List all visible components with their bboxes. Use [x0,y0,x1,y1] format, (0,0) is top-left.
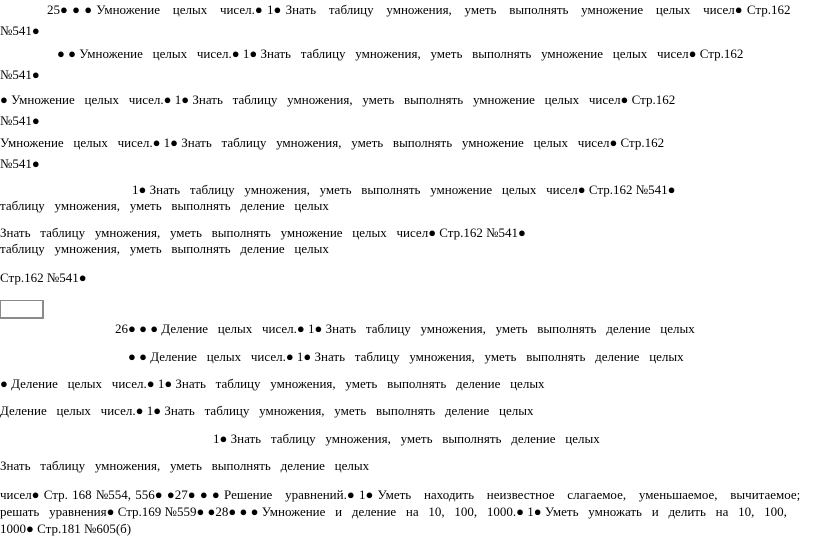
text-line-5: ● Умножение целых чисел.● 1● Знать таблицу умножения, уметь выполнять умножение целых чисел● Стр.162 [0,92,676,107]
text-line-22: 1000● Стр.181 №605(б) [0,521,132,536]
text-line-15: ● ● Деление целых чисел.● 1● Знать таблицу умножения, уметь выполнять деление целых [128,349,684,364]
text-line-1: 25● ● ● Умножение целых чисел.● 1● Знать таблицу умножения, уметь выполнять умножение целых чисел● Стр.162 [47,2,791,17]
text-line-14: 26● ● ● Деление целых чисел.● 1● Знать таблицу умножения, уметь выполнять деление целых [115,321,695,336]
text-line-6: №541● [0,113,40,128]
text-line-2: №541● [0,23,40,38]
text-line-18: 1● Знать таблицу умножения, уметь выполнять деление целых [213,431,600,446]
text-line-20: чисел● Стр. 168 №554, 556● ●27● ● ● Решение уравнений.● 1● Уметь находить неизвестное слагаемое, уменьшаемое, вычитаемое; [0,487,801,502]
text-line-17: Деление целых чисел.● 1● Знать таблицу умножения, уметь выполнять деление целых [0,403,534,418]
text-line-19: Знать таблицу умножения, уметь выполнять деление целых [0,458,370,473]
text-line-21: решать уравнения● Стр.169 №559● ●28● ● ● Умножение и деление на 10, 100, 1000.● 1● Уметь умножать и делить на 10, 100, [0,504,787,519]
text-line-4: №541● [0,67,40,82]
text-line-8: №541● [0,156,40,171]
text-line-9: 1● Знать таблицу умножения, уметь выполнять умножение целых чисел● Стр.162 №541● [132,182,676,197]
text-line-10: таблицу умножения, уметь выполнять деление целых [0,198,329,213]
text-line-11: Знать таблицу умножения, уметь выполнять умножение целых чисел● Стр.162 №541● [0,225,526,240]
empty-frame [0,300,44,319]
text-line-3: ● ● Умножение целых чисел.● 1● Знать таблицу умножения, уметь выполнять умножение целых чисел● Стр.162 [57,46,744,61]
text-line-16: ● Деление целых чисел.● 1● Знать таблицу умножения, уметь выполнять деление целых [0,376,545,391]
text-line-13: Стр.162 №541● [0,270,87,285]
text-line-12: таблицу умножения, уметь выполнять деление целых [0,241,329,256]
text-line-7: Умножение целых чисел.● 1● Знать таблицу умножения, уметь выполнять умножение целых чисел● Стр.162 [0,135,665,150]
